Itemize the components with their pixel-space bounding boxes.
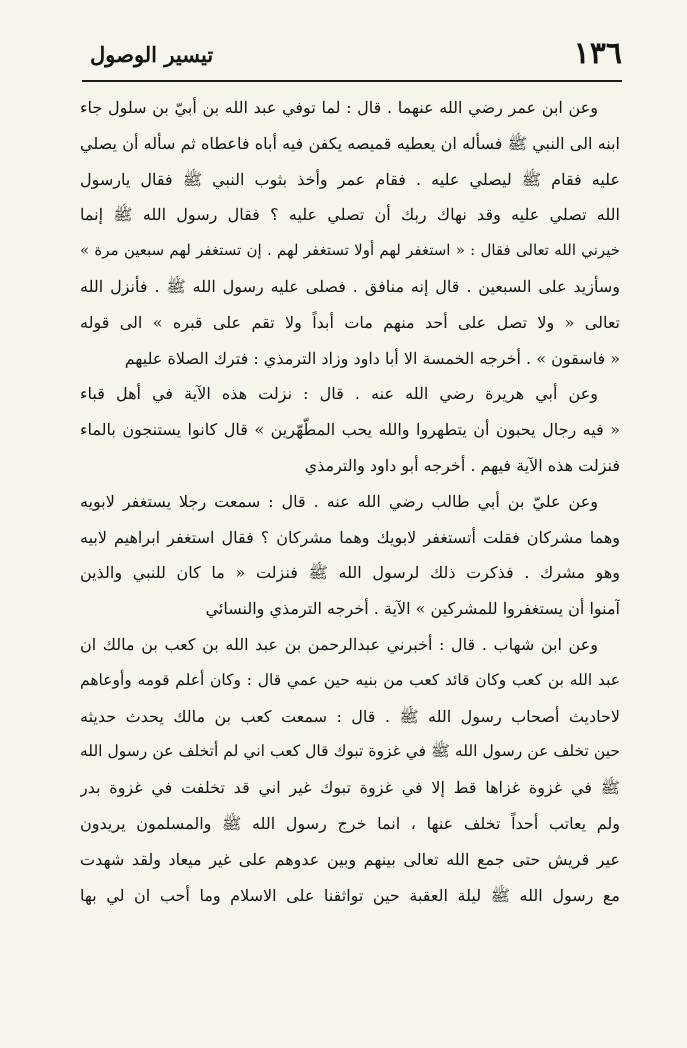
text-line: حين تخلف عن رسول الله ﷺ في غزوة تبوك قال كعب اني لم أتخلف عن رسول الله	[80, 742, 620, 761]
text-line: آمنوا أن يستغفروا للمشركين » الآية . أخرجه الترمذي والنسائي	[205, 599, 620, 619]
text-line: « فاسقون » . أخرجه الخمسة الا أبا داود وزاد الترمذي : فترك الصلاة عليهم	[124, 348, 620, 368]
text-line: وهو مشرك . فذكرت ذلك لرسول الله ﷺ فنزلت « ما كان للنبي والذين	[80, 563, 620, 583]
page-header	[82, 32, 622, 76]
text-line: وعن أبي هريرة رضي الله عنه . قال : نزلت هذه الآية في أهل قباء	[80, 384, 598, 404]
text-line: خيرني الله تعالى فقال : « استغفر لهم أولا تستغفر لهم . إن تستغفر لهم سبعين مرة »	[80, 241, 620, 260]
text-line: وسأزيد على السبعين . قال إنه منافق . فصلى عليه رسول الله ﷺ . فأنزل الله	[80, 276, 620, 296]
text-line: وعن ابن شهاب . قال : أخبرني عبدالرحمن بن عبد الله بن كعب بن مالك ان	[80, 634, 598, 654]
text-line: عبد الله بن كعب وكان قائد كعب من بنيه حين عمي قال : وكان أعلم قومه وأوعاهم	[80, 670, 620, 689]
text-line: ﷺ في غزوة غزاها قط إلا في غزوة تبوك غير اني قد تخلفت في غزوة بدر	[80, 778, 620, 798]
text-line: فنزلت هذه الآية فيهم . أخرجه أبو داود والترمذي	[304, 455, 620, 475]
text-line: ولم يعاتب أحداً تخلف عنها ، انما خرج رسول الله ﷺ والمسلمون يريدون	[80, 813, 620, 833]
page-number: ١٣٦	[573, 36, 622, 71]
text-line: عليه فقام ﷺ ليصلي عليه . فقام عمر وأخذ بثوب النبي ﷺ فقال يارسول	[80, 169, 620, 189]
text-line: لاحاديث أصحاب رسول الله ﷺ . قال : سمعت كعب بن مالك يحدث حديثه	[80, 706, 620, 726]
text-line: تعالى « ولا تصل على أحد منهم مات أبداً ولا تقم على قبره » الى قوله	[80, 312, 620, 332]
running-title: تيسير الوصول	[90, 42, 214, 67]
header-rule	[82, 80, 622, 82]
text-line: عير قريش حتى جمع الله تعالى بينهم وبين عدوهم على غير ميعاد ولقد شهدت	[80, 849, 620, 869]
text-line: ابنه الى النبي ﷺ فسأله ان يعطيه قميصه يكفن فيه أباه فاعطاه ثم سأله أن يصلي	[80, 133, 620, 153]
text-line: وهما مشركان فقلت أتستغفر لابويك وهما مشركان ؟ فقال استغفر ابراهيم لابيه	[80, 527, 620, 547]
text-line: « فيه رجال يحبون أن يتطهروا والله يحب المطّهّرين » قال كانوا يستنجون بالماء	[80, 420, 620, 440]
body-text	[80, 90, 620, 913]
text-line: الله تصلي عليه وقد نهاك ربك أن تصلي عليه ؟ فقال رسول الله ﷺ إنما	[80, 205, 620, 225]
text-line: مع رسول الله ﷺ ليلة العقبة حين تواثقنا على الاسلام وما أحب ان لي بها	[80, 885, 620, 905]
text-line: وعن عليّ بن أبي طالب رضي الله عنه . قال : سمعت رجلا يستغفر لابويه	[80, 491, 598, 511]
text-line: وعن ابن عمر رضي الله عنهما . قال : لما توفي عبد الله بن أبيّ بن سلول جاء	[80, 98, 598, 117]
